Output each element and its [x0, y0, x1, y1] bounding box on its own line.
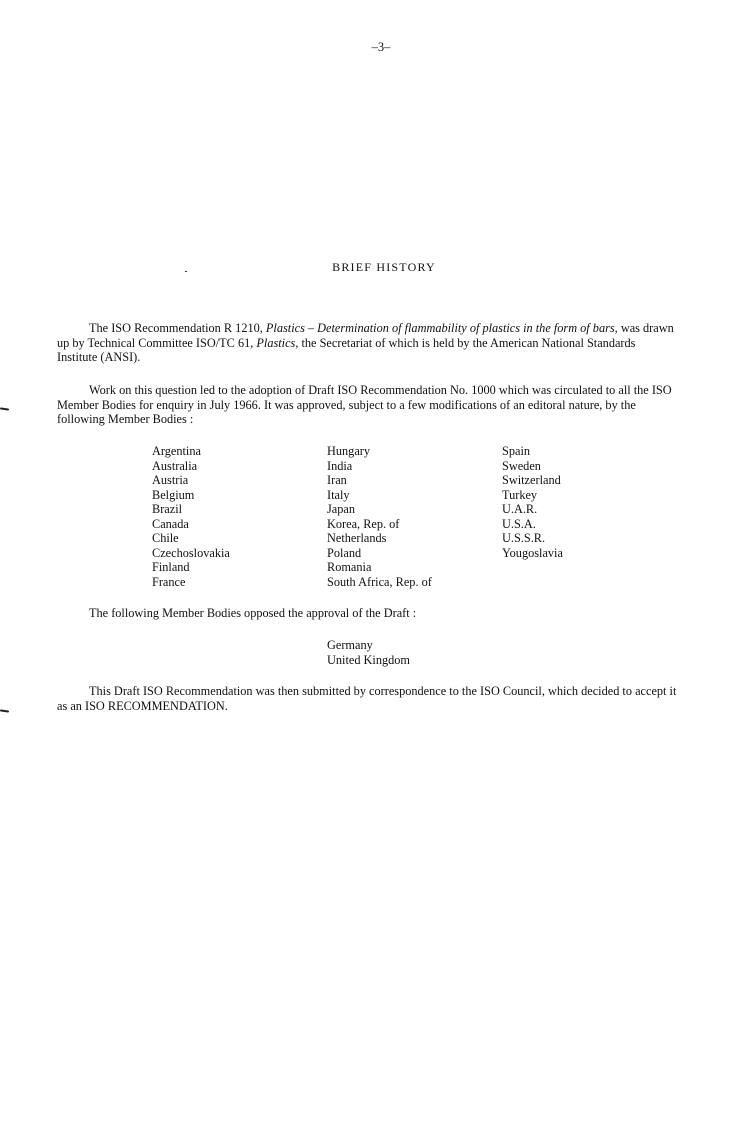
- opposition-text: The following Member Bodies opposed the approval of the Draft :: [89, 606, 417, 620]
- list-item: Belgium: [152, 487, 195, 502]
- paragraph-acceptance: [57, 684, 677, 713]
- list-item: India: [327, 458, 353, 473]
- list-item: Romania: [327, 560, 372, 574]
- list-item: Finland: [152, 560, 190, 574]
- paragraph-adoption: [57, 383, 677, 427]
- margin-mark: [0, 709, 9, 712]
- list-item: Italy: [327, 487, 350, 502]
- adoption-text: Work on this question led to the adoption of Draft ISO Recommendation No. 1000 which was circulated to all the ISO Member Bodies for enquiry in July 1966. It was approved, subject to a few modifications of an editoral nature, by the following Member Bodies :: [57, 383, 672, 427]
- list-item: Poland: [327, 545, 362, 560]
- opposing-list: [327, 638, 410, 668]
- list-item: U.S.S.R.: [502, 531, 546, 545]
- list-item: Germany: [327, 638, 373, 652]
- section-heading: BRIEF HISTORY: [332, 260, 436, 274]
- paragraph-origin: [57, 321, 677, 365]
- list-item: Turkey: [502, 487, 538, 502]
- list-item: South Africa, Rep. of: [327, 574, 432, 589]
- acceptance-text: This Draft ISO Recommendation was then submitted by correspondence to the ISO Council, which decided to accept it as an ISO RECOMMENDATION.: [57, 684, 677, 713]
- list-item: Chile: [152, 531, 179, 545]
- list-item: Japan: [327, 502, 355, 516]
- list-item: Austria: [152, 473, 189, 487]
- list-item: Netherlands: [327, 531, 387, 545]
- list-item: Sweden: [502, 458, 541, 473]
- list-item: Yougoslavia: [502, 545, 563, 560]
- list-item: U.A.R.: [502, 502, 538, 516]
- list-item: Brazil: [152, 502, 183, 516]
- list-item: U.S.A.: [502, 516, 536, 531]
- list-item: Switzerland: [502, 473, 561, 487]
- list-item: Spain: [502, 444, 531, 458]
- list-item: Iran: [327, 473, 347, 487]
- origin-text-1: The ISO Recommendation R 1210,: [89, 321, 266, 335]
- list-item: Argentina: [152, 444, 201, 458]
- committee-name: Plastics,: [256, 335, 299, 350]
- recommendation-title: Plastics – Determination of flammability of plastics in the form of bars,: [265, 321, 618, 335]
- approving-list-column-3: [502, 444, 563, 560]
- list-item: Canada: [152, 516, 189, 531]
- list-item: Korea, Rep. of: [327, 516, 400, 531]
- paragraph-opposition: [57, 606, 677, 621]
- list-item: Hungary: [327, 444, 371, 458]
- origin-text-3: the Secretariat of which is held by the American National Standards Institute (ANSI).: [57, 335, 636, 365]
- list-item: France: [152, 574, 186, 589]
- list-item: United Kingdom: [327, 653, 410, 667]
- approving-list-column-2: [327, 444, 432, 589]
- margin-mark: [0, 407, 9, 410]
- list-item: Czechoslovakia: [152, 545, 230, 560]
- list-item: Australia: [152, 458, 198, 473]
- page-number: –3–: [371, 40, 391, 54]
- origin-text-2: was drawn up by Technical Committee ISO/TC 61,: [57, 321, 674, 350]
- approving-list-column-1: [152, 444, 230, 589]
